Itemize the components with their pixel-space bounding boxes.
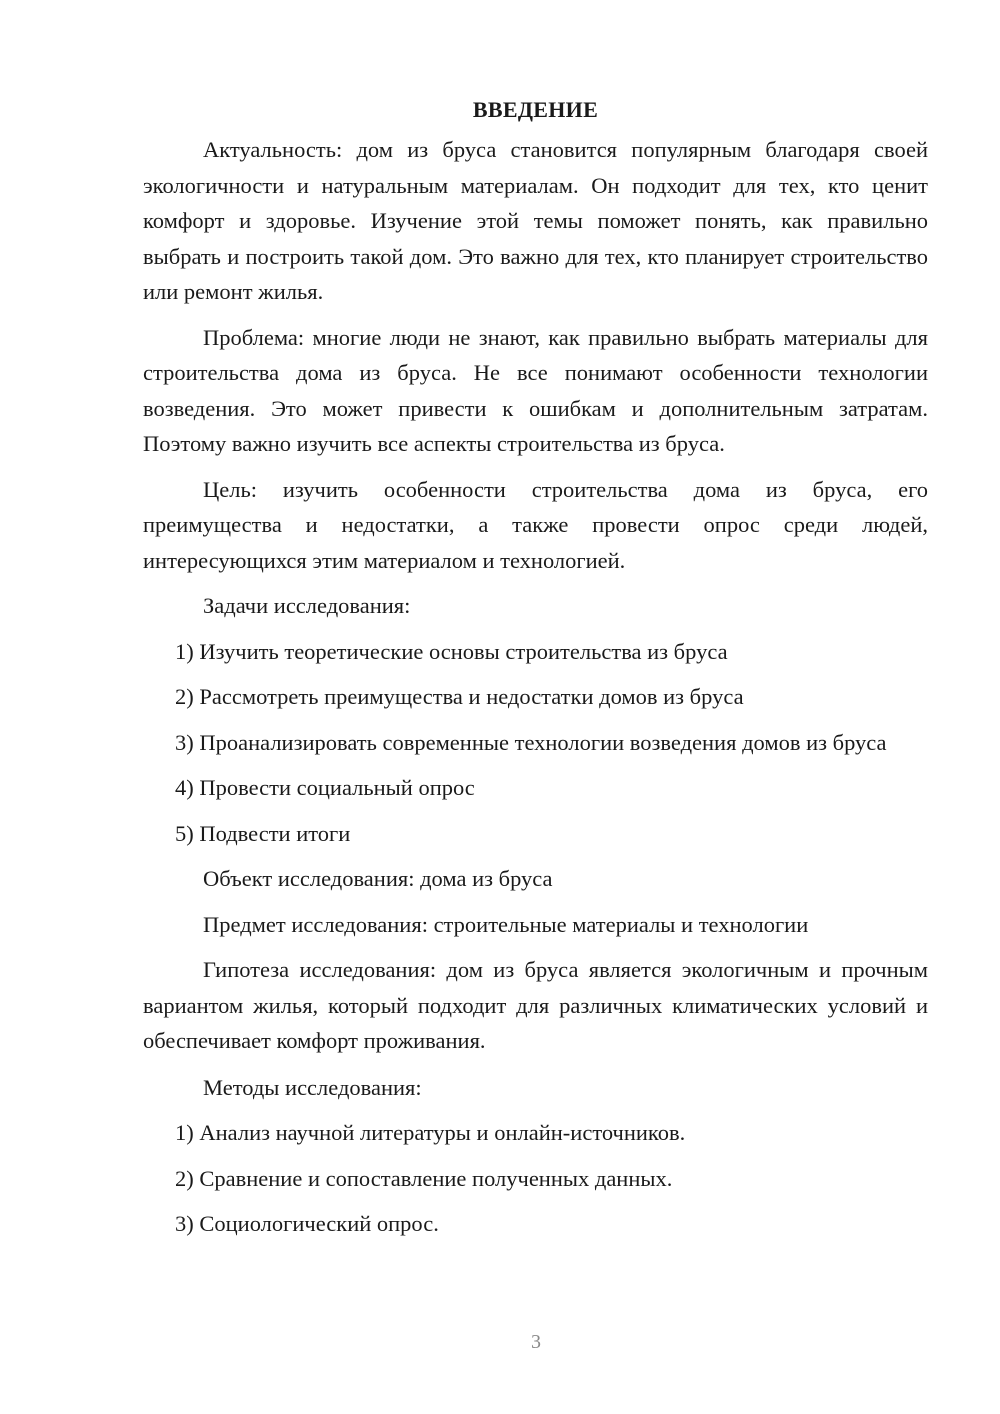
method-item-2: 2) Сравнение и сопоставление полученных данных. — [175, 1165, 673, 1191]
task-item-2: 2) Рассмотреть преимущества и недостатки домов из бруса — [175, 684, 744, 709]
task-item-3: 3) Проанализировать современные технологии возведения домов из бруса — [175, 729, 887, 755]
hypothesis-paragraph: Гипотеза исследования: дом из бруса является экологичным и прочным вариантом жилья, который подходит для различных климатических условий и обеспечивает комфорт проживания. — [143, 957, 928, 1053]
task-item-4: 4) Провести социальный опрос — [175, 775, 475, 800]
research-object: Объект исследования: дома из бруса — [203, 866, 553, 891]
page-number: 3 — [531, 1331, 541, 1353]
problem-paragraph: Проблема: многие люди не знают, как правильно выбрать материалы для строительства дома из бруса. Не все понимают особенности технологии возведения. Это может привести к ошибкам и дополнительным затратам. Поэтому важно изучить все аспекты строительства из бруса. — [143, 324, 928, 456]
task-item-1: 1) Изучить теоретические основы строительства из бруса — [175, 638, 728, 664]
methods-heading: Методы исследования: — [203, 1074, 422, 1100]
relevance-paragraph: Актуальность: дом из бруса становится популярным благодаря своей экологичности и натуральным материалам. Он подходит для тех, кто ценит комфорт и здоровье. Изучение этой темы поможет понять, как правильно выбрать и построить такой дом. Это важно для тех, кто планирует строительство или ремонт жилья. — [143, 137, 928, 304]
tasks-heading: Задачи исследования: — [203, 593, 411, 618]
goal-paragraph: Цель: изучить особенности строительства дома из бруса, его преимущества и недостатки, а также провести опрос среди людей, интересующихся этим материалом и технологией. — [143, 476, 928, 573]
page-title: ВВЕДЕНИЕ — [472, 97, 599, 122]
method-item-1: 1) Анализ научной литературы и онлайн-источников. — [175, 1120, 686, 1145]
document-page — [143, 92, 928, 1252]
method-item-3: 3) Социологический опрос. — [175, 1211, 439, 1236]
research-subject: Предмет исследования: строительные материалы и технологии — [203, 911, 809, 937]
task-item-5: 5) Подвести итоги — [175, 820, 351, 846]
